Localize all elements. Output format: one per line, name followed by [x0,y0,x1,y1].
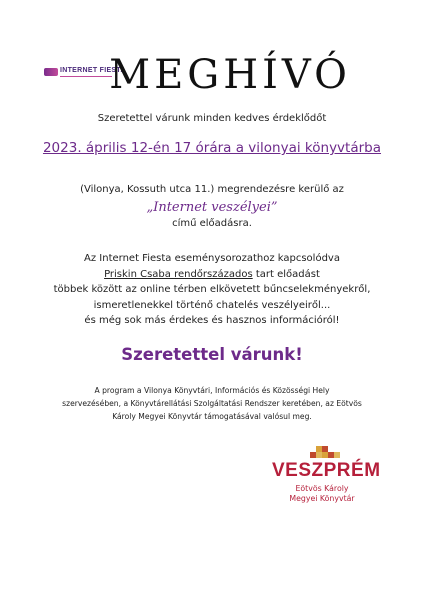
talk-suffix: című előadásra. [172,218,252,229]
footer-line-2: szervezésében, a Könyvtárellátási Szolgáltatási Rendszer keretében, az Eötvös [62,399,362,408]
welcome-heading: Szeretettel várunk! [121,345,303,364]
library-logo-sub-2: Megyei Könyvtár [289,494,355,503]
internet-fiesta-logo-text: INTERNET FIESTA [60,67,126,74]
footer-note [0,384,424,423]
library-logo-name: VESZPRÉM [272,460,381,481]
library-logo-sub-1: Eötvös Károly [295,484,349,493]
description-line-5: és még sok más érdekes és hasznos információról! [84,315,340,326]
description-line-3: többek között az online térben elkövetett bűncselekményekről, [53,284,371,295]
checker-pattern-icon [284,446,364,460]
description-line-1: Az Internet Fiesta eseménysorozathoz kapcsolódva [84,253,340,264]
speaker-name: Priskin Csaba rendőrszázados [104,268,253,280]
description-line-4: ismeretlenekkel történő chatelés veszélyeiről... [93,299,331,311]
intro-text: Szeretettel várunk minden kedves érdeklődőt [97,113,327,124]
description-line-2-rest: tart előadást [252,268,320,280]
event-address: (Vilonya, Kossuth utca 11.) megrendezésre kerülő az [80,184,344,195]
page-title: MEGHÍVÓ [109,52,351,98]
footer-line-1: A program a Vilonya Könyvtári, Információs és Közösségi Hely [94,386,330,395]
library-logo [264,446,381,536]
description-line-2 [0,267,424,283]
event-description [0,251,424,329]
footer-line-3: Károly Megyei Könyvtár támogatásával valósul meg. [112,412,312,421]
talk-title: „Internet veszélyei” [146,200,278,215]
event-date: 2023. április 12-én 17 órára a vilonyai könyvtárba [42,140,382,156]
